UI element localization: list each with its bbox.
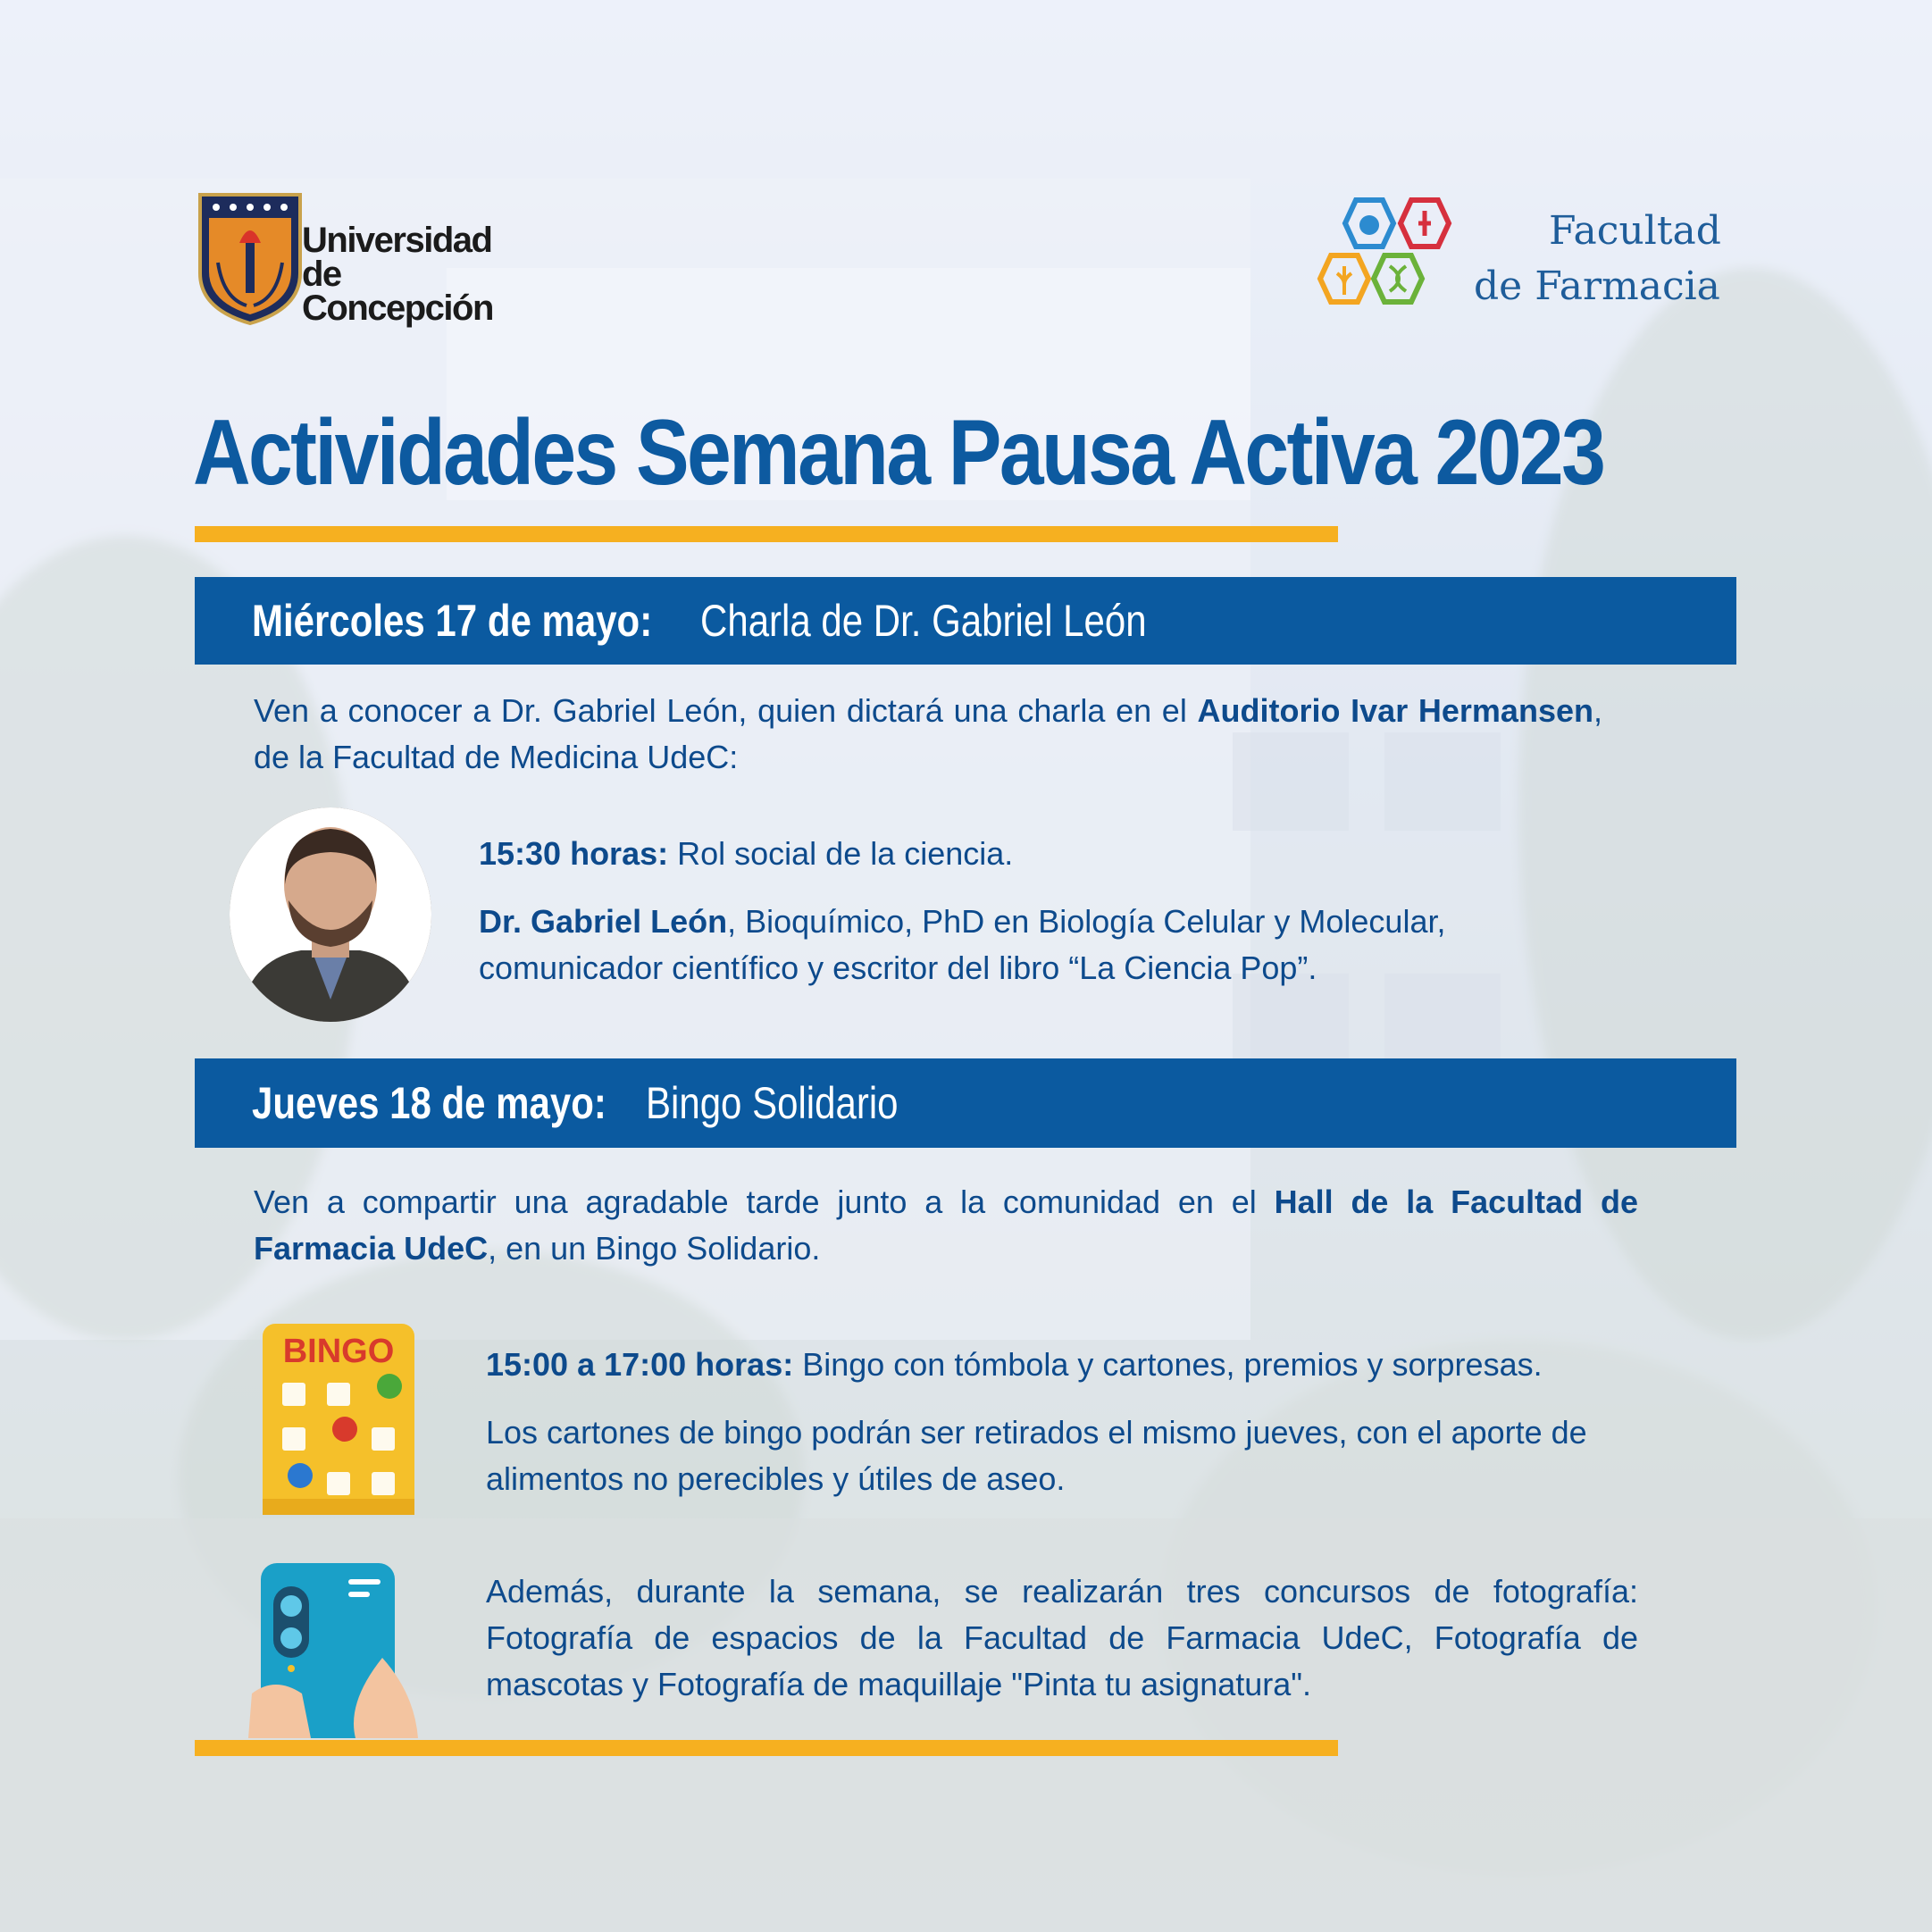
- photo-contest-text: Además, durante la semana, se realizarán tres concursos de fotografía: Fotografía de espacios de la Facultad de Farmacia UdeC, Fotografía de mascotas y Fotografía de maquillaje "Pinta tu asignatura".: [486, 1573, 1638, 1702]
- speaker-name: Dr. Gabriel León: [479, 903, 728, 940]
- event-2-name: Bingo Solidario: [645, 1078, 899, 1128]
- event-2-intro: [254, 1179, 1638, 1272]
- event-1-header: [195, 577, 1736, 665]
- title-underline: [195, 526, 1338, 542]
- page-title: Actividades Semana Pausa Activa 2023: [193, 401, 1604, 505]
- phone-camera-icon: [248, 1560, 427, 1738]
- event-2-date: Jueves 18 de mayo:: [252, 1078, 606, 1128]
- faculty-logo-line2: de Farmacia: [1474, 263, 1720, 309]
- udec-logo-line1: Universidad: [302, 221, 492, 260]
- facultad-farmacia-logo: [1313, 191, 1751, 316]
- event-1-topic: Rol social de la ciencia.: [668, 835, 1014, 872]
- event-1-intro: [254, 688, 1602, 781]
- event-2-venue: Hall de la Facultad de Farmacia UdeC: [254, 1183, 1638, 1267]
- faculty-hexagons-icon: [1313, 191, 1456, 316]
- speaker-photo: [230, 807, 431, 1022]
- udec-logo: [197, 191, 527, 328]
- event-1-time-label: 15:30 horas:: [479, 835, 669, 872]
- bingo-card-icon: [263, 1324, 414, 1515]
- event-1-bio: [479, 899, 1506, 991]
- event-1-intro-text: Ven a conocer a Dr. Gabriel León, quien dictará una charla en el: [254, 692, 1198, 729]
- event-1-venue: Auditorio Ivar Hermansen: [1197, 692, 1593, 729]
- speaker-bio: , Bioquímico, PhD en Biología Celular y Molecular, comunicador científico y escritor del libro “La Ciencia Pop”.: [479, 903, 1446, 986]
- udec-shield-icon: [197, 191, 304, 325]
- udec-logo-line2: de Concepción: [302, 255, 493, 328]
- event-2-note: Los cartones de bingo podrán ser retirados el mismo jueves, con el aporte de alimentos no perecibles y útiles de aseo.: [486, 1414, 1587, 1497]
- bottom-rule: [195, 1740, 1338, 1756]
- event-1-time: [479, 831, 1640, 877]
- event-2-header: [195, 1058, 1736, 1148]
- event-1-name: Charla de Dr. Gabriel León: [699, 596, 1147, 646]
- event-1-date: Miércoles 17 de mayo:: [252, 596, 653, 646]
- event-2-intro-text: Ven a compartir una agradable tarde junto a la comunidad en el: [254, 1183, 1275, 1220]
- event-2-time-label: 15:00 a 17:00 horas:: [486, 1346, 794, 1383]
- event-2-time: [486, 1342, 1736, 1388]
- faculty-logo-line1: Facultad: [1549, 208, 1721, 254]
- event-2-intro-text-end: , en un Bingo Solidario.: [488, 1230, 821, 1267]
- event-2-description: Bingo con tómbola y cartones, premios y sorpresas.: [793, 1346, 1543, 1383]
- event-1-intro-text-end: , de la Facultad de Medicina UdeC:: [254, 692, 1602, 775]
- bingo-card-label: BINGO: [282, 1333, 395, 1370]
